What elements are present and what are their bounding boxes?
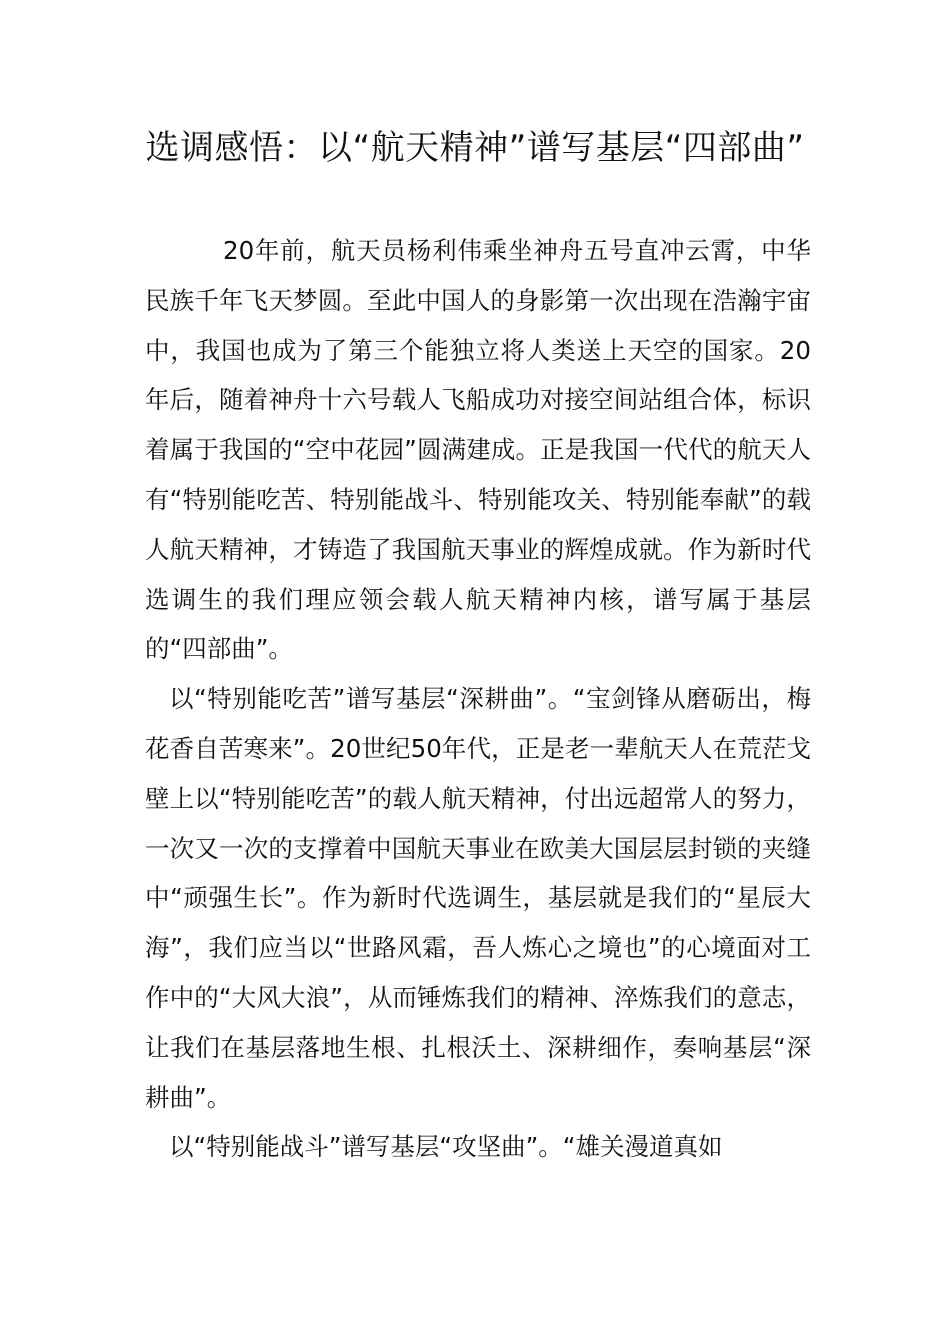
document-body xyxy=(145,226,811,1172)
document-title: 选调感悟：以“航天精神”谱写基层“四部曲” xyxy=(145,128,805,168)
paragraph-intro: 20年前，航天员杨利伟乘坐神舟五号直冲云霄，中华民族千年飞天梦圆。至此中国人的身影第一次出现在浩瀚宇宙中，我国也成为了第三个能独立将人类送上天空的国家。20年后，随着神舟十六号载人飞船成功对接空间站组合体，标识着属于我国的“空中花园”圆满建成。正是我国一代代的航天人有“特别能吃苦、特别能战斗、特别能攻关、特别能奉献”的载人航天精神，才铸造了我国航天事业的辉煌成就。作为新时代选调生的我们理应领会载人航天精神内核，谱写属于基层的“四部曲”。 xyxy=(145,236,811,664)
paragraph-hardship: 以“特别能吃苦”谱写基层“深耕曲”。“宝剑锋从磨砺出，梅花香自苦寒来”。20世纪50年代，正是老一辈航天人在荒茫戈壁上以“特别能吃苦”的载人航天精神，付出远超常人的努力，一次又一次的支撑着中国航天事业在欧美大国层层封锁的夹缝中“顽强生长”。作为新时代选调生，基层就是我们的“星辰大海”，我们应当以“世路风霜，吾人炼心之境也”的心境面对工作中的“大风大浪”，从而锤炼我们的精神、淬炼我们的意志，让我们在基层落地生根、扎根沃土、深耕细作，奏响基层“深耕曲”。 xyxy=(145,684,811,1112)
paragraph-combat: 以“特别能战斗”谱写基层“攻坚曲”。“雄关漫道真如 xyxy=(169,1132,723,1162)
